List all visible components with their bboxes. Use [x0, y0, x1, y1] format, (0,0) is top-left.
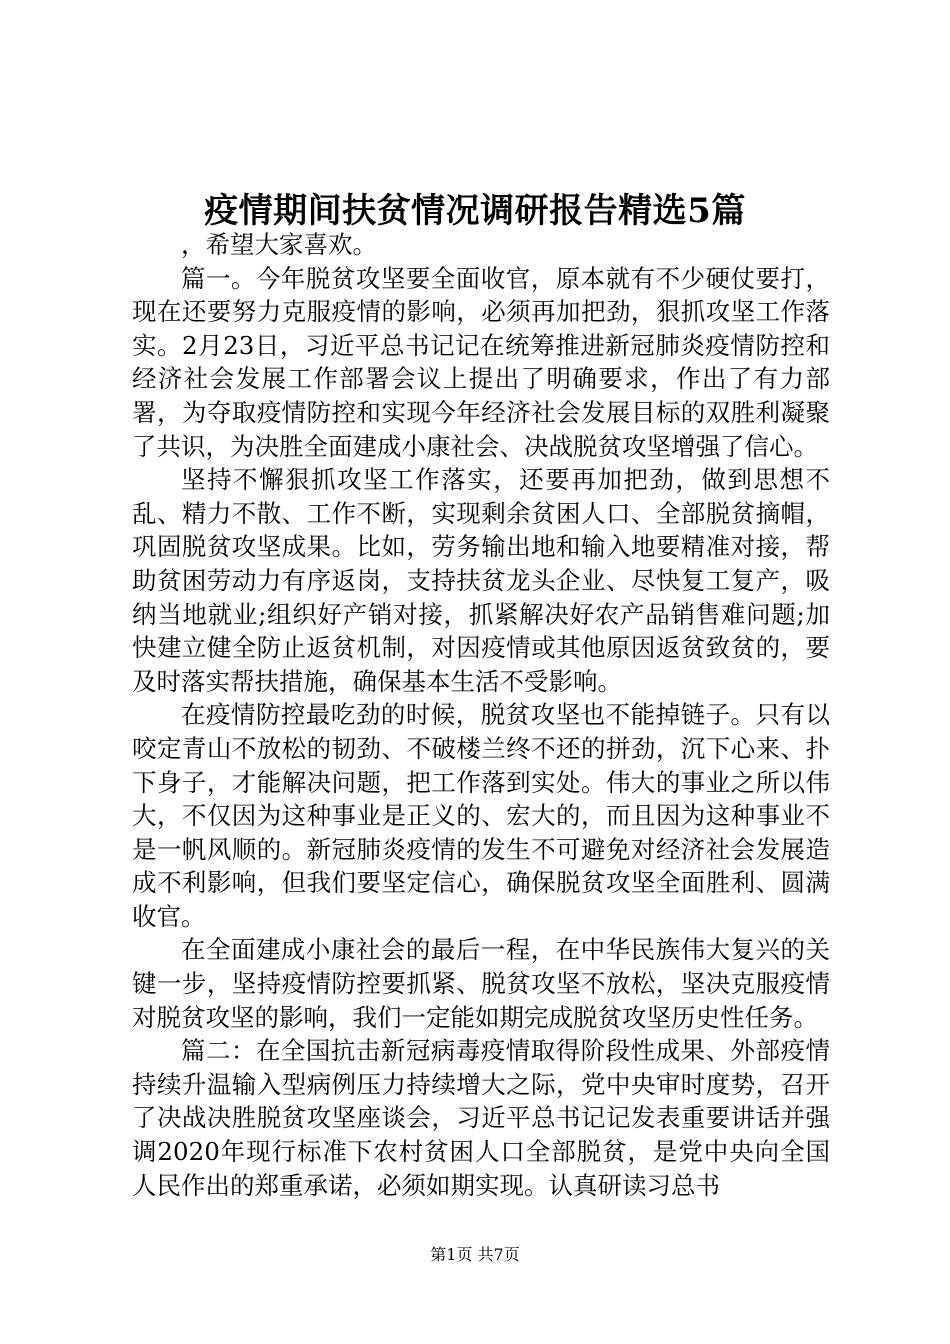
paragraph-part-one: 篇一。今年脱贫攻坚要全面收官，原本就有不少硬仗要打，现在还要努力克服疫情的影响，必须再加把劲，狠抓攻坚工作落实。2月23日，习近平总书记记在统筹推进新冠肺炎疫情防控和经济社会发展工作部署会议上提出了明确要求，作出了有力部署，为夺取疫情防控和实现今年经济社会发展目标的双胜利凝聚了共识，为决胜全面建成小康社会、决战脱贫攻坚增强了信心。	[132, 263, 830, 461]
page-number-footer: 第1页 共7页	[430, 1245, 520, 1264]
document-body	[132, 228, 830, 1202]
paragraph-part-two: 篇二：在全国抗击新冠病毒疫情取得阶段性成果、外部疫情持续升温输入型病例压力持续增大之际，党中央审时度势，召开了决战决胜脱贫攻坚座谈会，习近平总书记记发表重要讲话并强调2020年现行标准下农村贫困人口全部脱贫，是党中央向全国人民作出的郑重承诺，必须如期实现。认真研读习总书	[132, 1036, 830, 1200]
paragraph-intro: ，希望大家喜欢。	[181, 230, 377, 259]
paragraph-persist: 坚持不懈狠抓攻坚工作落实，还要再加把劲，做到思想不乱、精力不散、工作不断，实现剩余贫困人口、全部脱贫摘帽，巩固脱贫攻坚成果。比如，劳务输出地和输入地要精准对接，帮助贫困劳动力有序返岗，支持扶贫龙头企业、尽快复工复产，吸纳当地就业;组织好产销对接，抓紧解决好农产品销售难问题;加快建立健全防止返贫机制，对因疫情或其他原因返贫致贫的，要及时落实帮扶措施，确保基本生活不受影响。	[132, 465, 830, 696]
paragraph-epidemic-control: 在疫情防控最吃劲的时候，脱贫攻坚也不能掉链子。只有以咬定青山不放松的韧劲、不破楼兰终不还的拼劲，沉下心来、扑下身子，才能解决问题，把工作落到实处。伟大的事业之所以伟大，不仅因为这种事业是正义的、宏大的，而且因为这种事业不是一帆风顺的。新冠肺炎疫情的发生不可避免对经济社会发展造成不利影响，但我们要坚定信心，确保脱贫攻坚全面胜利、圆满收官。	[132, 700, 830, 931]
document-title: 疫情期间扶贫情况调研报告精选5篇	[204, 191, 746, 231]
paragraph-final-stretch: 在全面建成小康社会的最后一程，在中华民族伟大复兴的关键一步，坚持疫情防控要抓紧、脱贫攻坚不放松，坚决克服疫情对脱贫攻坚的影响，我们一定能如期完成脱贫攻坚历史性任务。	[132, 935, 830, 1032]
